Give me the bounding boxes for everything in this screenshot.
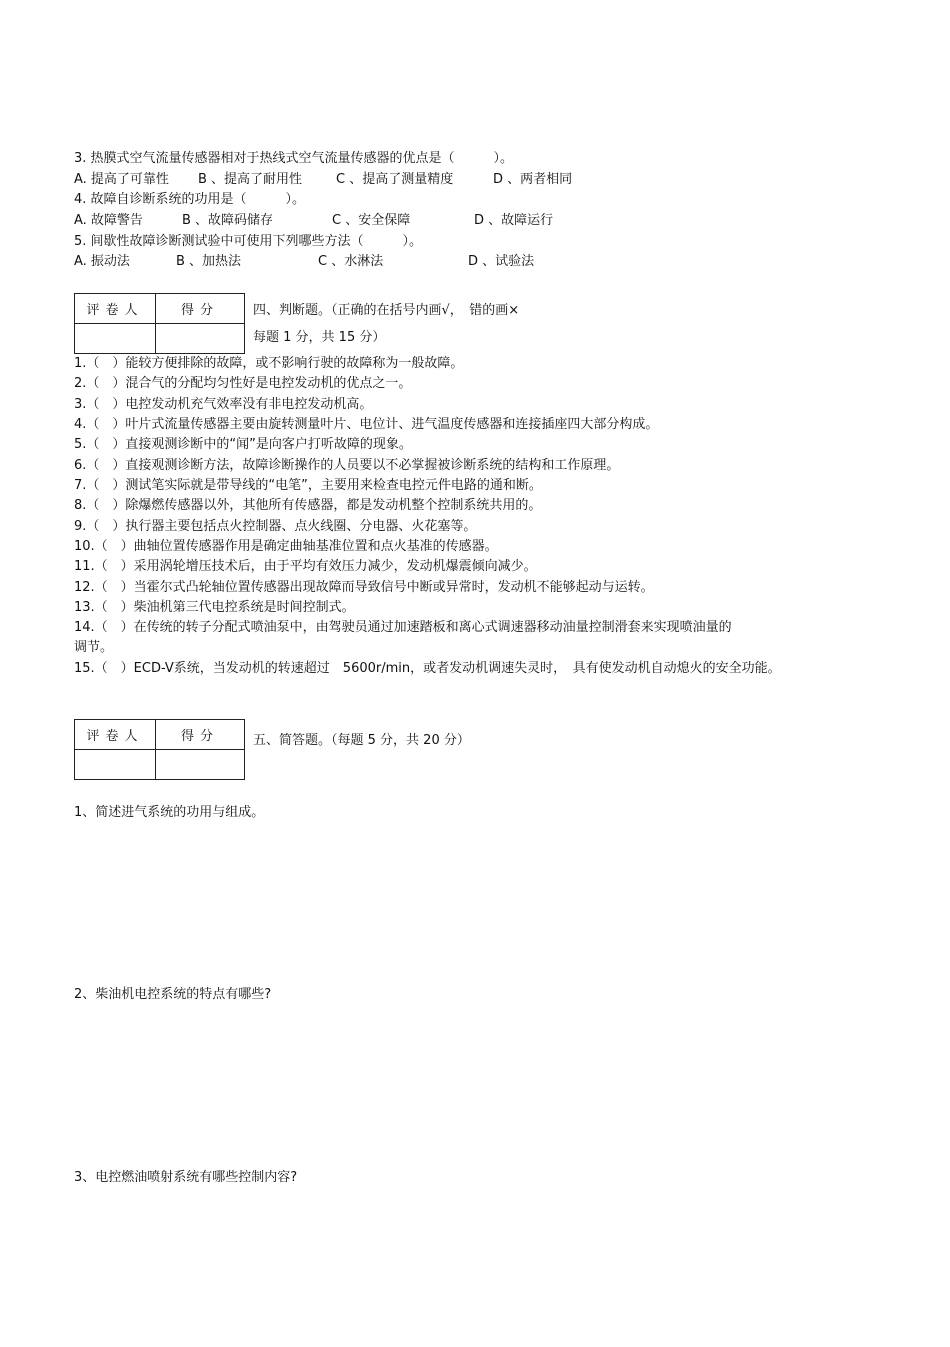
judge-item: 2.（ ）混合气的分配均匀性好是电控发动机的优点之一。: [74, 376, 412, 391]
grader-label: 评卷人: [75, 720, 156, 750]
mc-question-3: 3. 热膜式空气流量传感器相对于热线式空气流量传感器的优点是（ ）。: [74, 151, 514, 166]
judge-section-scoring: 每题 1 分，共 15 分）: [253, 330, 386, 345]
judge-item: 10.（ ）曲轴位置传感器作用是确定曲轴基准位置和点火基准的传感器。: [74, 539, 498, 554]
judge-item: 12.（ ）当霍尔式凸轮轴位置传感器出现故障而导致信号中断或异常时，发动机不能够起动与运转。: [74, 580, 654, 595]
mc-q3-option-c: C 、提高了测量精度: [336, 172, 454, 187]
judge-item: 5.（ ）直接观测诊断中的“闻”是向客户打听故障的现象。: [74, 437, 412, 452]
mc-q3-option-d: D 、两者相同: [493, 172, 573, 187]
mc-q4-option-c: C 、安全保障: [332, 213, 411, 228]
judge-item: 13.（ ）柴油机第三代电控系统是时间控制式。: [74, 600, 355, 615]
score-table-judge: [74, 293, 245, 354]
judge-item: 1.（ ）能较方便排除的故障，或不影响行驶的故障称为一般故障。: [74, 356, 464, 371]
grader-cell[interactable]: [75, 750, 156, 780]
judge-item: 6.（ ）直接观测诊断方法，故障诊断操作的人员要以不必掌握被诊断系统的结构和工作原理。: [74, 458, 620, 473]
judge-item: 11.（ ）采用涡轮增压技术后，由于平均有效压力减少，发动机爆震倾向减少。: [74, 559, 537, 574]
score-cell[interactable]: [156, 324, 245, 354]
mc-q4-option-d: D 、故障运行: [474, 213, 554, 228]
short-question-1: 1、简述进气系统的功用与组成。: [74, 805, 265, 820]
mc-q5-option-a: A. 振动法: [74, 254, 130, 269]
judge-item: 7.（ ）测试笔实际就是带导线的“电笔”，主要用来检查电控元件电路的通和断。: [74, 478, 542, 493]
judge-item: 3.（ ）电控发动机充气效率没有非电控发动机高。: [74, 397, 373, 412]
mc-q5-option-c: C 、水淋法: [318, 254, 384, 269]
mc-q3-option-a: A. 提高了可靠性: [74, 172, 169, 187]
short-question-3: 3、电控燃油喷射系统有哪些控制内容?: [74, 1170, 298, 1185]
grader-label: 评卷人: [75, 294, 156, 324]
judge-item: 14.（ ）在传统的转子分配式喷油泵中，由驾驶员通过加速踏板和离心式调速器移动油量控制滑套来实现喷油量的: [74, 620, 732, 635]
mc-q5-option-d: D 、试验法: [468, 254, 535, 269]
score-label: 得分: [156, 720, 245, 750]
score-label: 得分: [156, 294, 245, 324]
judge-item: 9.（ ）执行器主要包括点火控制器、点火线圈、分电器、火花塞等。: [74, 519, 477, 534]
judge-section-title: 四、判断题。（正确的在括号内画√， 错的画×: [253, 303, 520, 318]
judge-item-continuation: 调节。: [74, 640, 114, 655]
judge-item: 8.（ ）除爆燃传感器以外，其他所有传感器，都是发动机整个控制系统共用的。: [74, 498, 542, 513]
judge-item: 4.（ ）叶片式流量传感器主要由旋转测量叶片、电位计、进气温度传感器和连接插座四大部分构成。: [74, 417, 659, 432]
grader-cell[interactable]: [75, 324, 156, 354]
score-cell[interactable]: [156, 750, 245, 780]
mc-question-5: 5. 间歇性故障诊断测试验中可使用下列哪些方法（ ）。: [74, 234, 423, 249]
mc-q4-option-b: B 、故障码储存: [182, 213, 274, 228]
mc-q3-option-b: B 、提高了耐用性: [198, 172, 303, 187]
judge-item: 15.（ ）ECD-V系统，当发动机的转速超过 5600r/min，或者发动机调速失灵时， 具有使发动机自动熄火的安全功能。: [74, 661, 781, 676]
score-table-short: [74, 719, 245, 780]
mc-question-4: 4. 故障自诊断系统的功用是（ ）。: [74, 192, 306, 207]
mc-q4-option-a: A. 故障警告: [74, 213, 143, 228]
short-section-title: 五、简答题。（每题 5 分，共 20 分）: [253, 733, 470, 748]
short-question-2: 2、柴油机电控系统的特点有哪些?: [74, 987, 272, 1002]
mc-q5-option-b: B 、加热法: [176, 254, 242, 269]
